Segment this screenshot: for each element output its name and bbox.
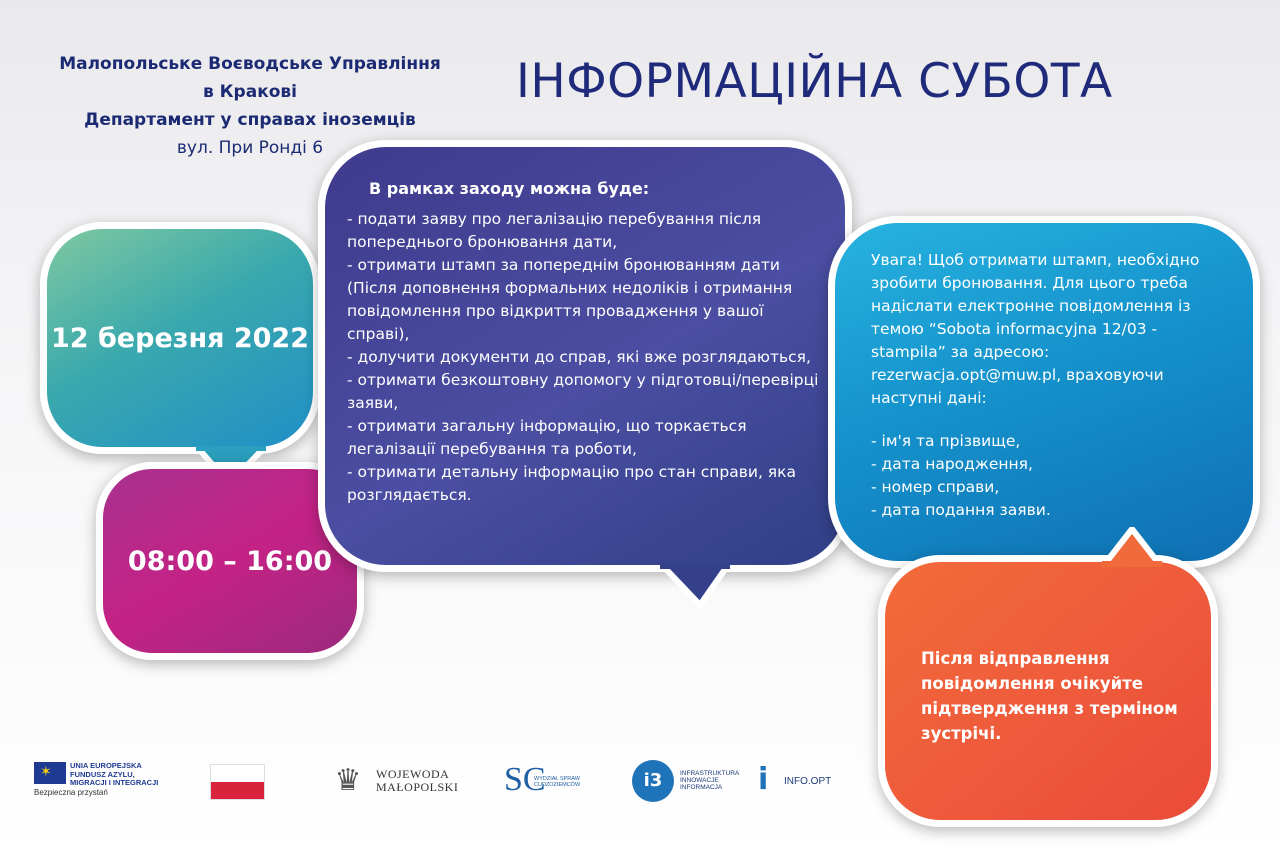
- org-name-line2: в Кракові: [202, 82, 297, 102]
- info-opt-logo-text: INFO.OPT: [784, 776, 832, 787]
- voivode-line: MAŁOPOLSKI: [376, 780, 459, 794]
- confirmation-bubble-tail: [1102, 527, 1162, 567]
- list-item: - номер справи,: [871, 478, 1000, 496]
- confirmation-text: Після відправлення повідомлення очікуйте підтвердження з терміном зустрічі.: [921, 649, 1178, 743]
- foreigners-department-logo-icon: SC: [504, 761, 546, 798]
- partner-logos: [34, 758, 874, 804]
- list-item: - отримати загальну інформацію, що торкається легалізації перебування та роботи,: [347, 417, 747, 458]
- eu-fund-name: [70, 762, 158, 788]
- required-data-list: [871, 430, 1229, 522]
- foreigners-department-logo-text: [534, 776, 580, 788]
- list-item: - подати заяву про легалізацію перебування після попереднього бронювання дати,: [347, 210, 762, 251]
- org-address: вул. При Ронді 6: [176, 138, 324, 158]
- i3-line: INFRASTRUKTURA: [680, 770, 740, 777]
- eu-line: FUNDUSZ AZYLU,: [70, 769, 135, 779]
- i3-logo-text: [680, 770, 739, 791]
- sc-line: CUDZOZIEMCÓW: [534, 782, 581, 788]
- confirmation-bubble: [878, 555, 1218, 827]
- booking-info-text: Увага! Щоб отримати штамп, необхідно зробити бронювання. Для цього треба надіслати електронне повідомлення із темою “Sobota informacyjna 12/03 - stampila” за адресою: rezerwacja.opt@muw.pl, враховуючи наступні дані:: [871, 251, 1200, 407]
- sc-line: WYDZIAŁ SPRAW: [534, 776, 580, 782]
- services-list: [347, 208, 821, 507]
- poland-flag-icon: [210, 764, 265, 800]
- list-item: - отримати безкоштовну допомогу у підготовці/перевірці заяви,: [347, 371, 819, 412]
- org-name-line1: Малопольське Воєводське Управління: [59, 54, 441, 74]
- list-item: - дата народження,: [871, 455, 1033, 473]
- services-heading: В рамках заходу можна буде:: [369, 179, 650, 198]
- list-item: - дата подання заяви.: [871, 501, 1051, 519]
- date-bubble: [40, 222, 320, 454]
- event-date: 12 березня 2022: [50, 322, 309, 354]
- booking-info-bubble: [828, 216, 1260, 568]
- eu-subtitle: Bezpieczna przystań: [34, 788, 108, 797]
- services-bubble-tail: [660, 563, 730, 609]
- org-department: Департамент у справах іноземців: [84, 110, 416, 130]
- voivode-line: WOJEWODA: [376, 767, 450, 781]
- event-time: 08:00 – 16:00: [127, 545, 333, 577]
- i3-logo-icon: i3: [632, 760, 674, 802]
- i3-line: INNOWACJE: [680, 777, 719, 784]
- list-item: - ім'я та прізвище,: [871, 432, 1021, 450]
- list-item: - отримати детальну інформацію про стан справи, яка розглядається.: [347, 463, 796, 504]
- eu-line: UNIA EUROPEJSKA: [70, 761, 142, 770]
- page-title: ІНФОРМАЦІЙНА СУБОТА: [516, 54, 1113, 109]
- eu-line: MIGRACJI I INTEGRACJI: [70, 778, 159, 787]
- info-opt-logo-icon: i: [758, 762, 769, 797]
- list-item: - долучити документи до справ, які вже розглядаються,: [347, 348, 811, 366]
- eagle-emblem-icon: ♛: [334, 764, 362, 797]
- eu-flag-icon: ✶: [34, 762, 66, 784]
- voivode-logo-text: [376, 768, 458, 794]
- list-item: - отримати штамп за попереднім бронюванням дати (Після доповнення формальних недоліків і отримання повідомлення про відкриття провадження у вашої справі),: [347, 256, 793, 343]
- i3-line: INFORMACJA: [680, 784, 723, 791]
- services-bubble: [318, 140, 852, 572]
